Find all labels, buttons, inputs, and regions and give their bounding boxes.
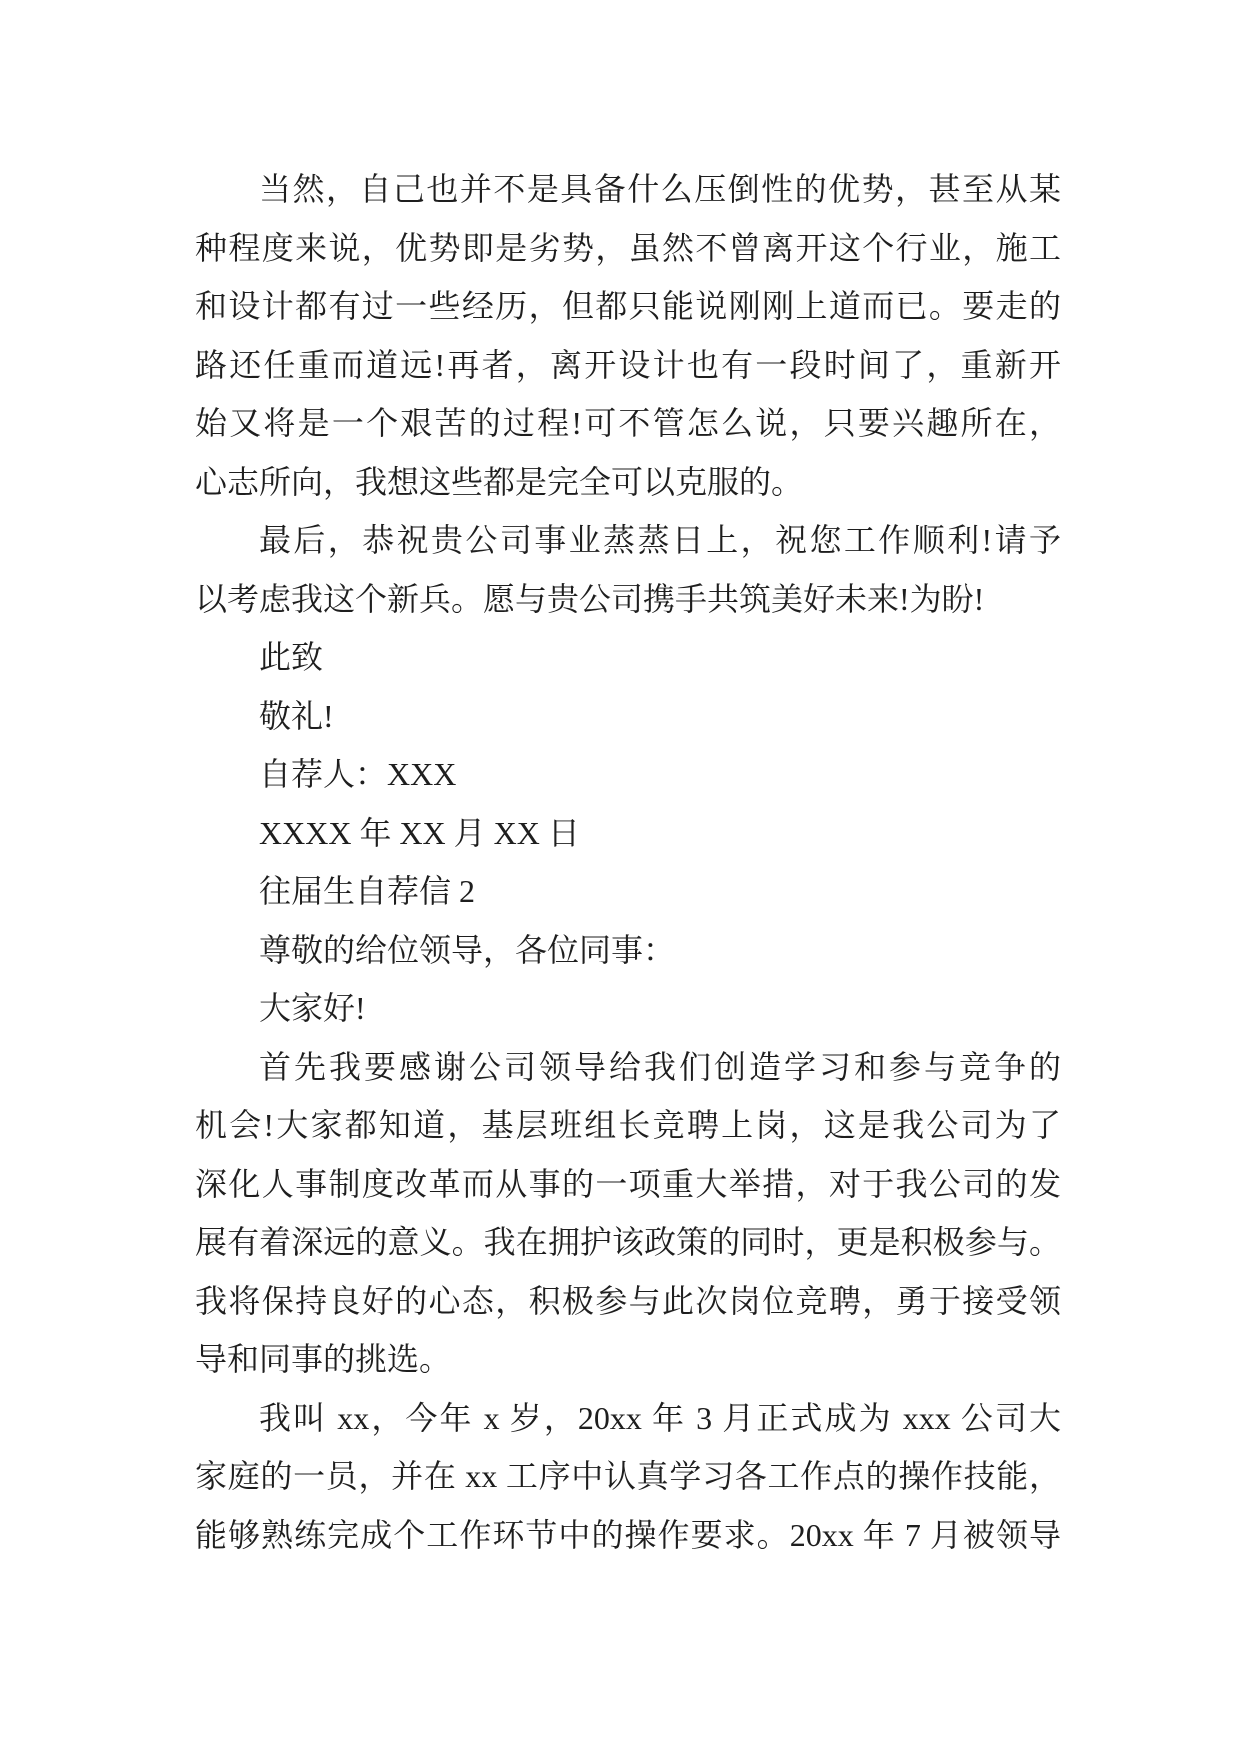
paragraph-closing-wishes [195,511,1061,628]
closing-salutation [195,628,1061,687]
greeting-address [195,921,1061,980]
text-line: 最后，恭祝贵公司事业蒸蒸日上，祝您工作顺利!请予 [259,522,1061,558]
text-line: 深化人事制度改革而从事的一项重大举措，对于我公司的发 [195,1165,1061,1202]
closing-respect [195,687,1061,746]
text-line: 种程度来说，优势即是劣势，虽然不曾离开这个行业，施工 [195,229,1061,266]
text-line: 家庭的一员，并在 xx 工序中认真学习各工作点的操作技能， [195,1458,1061,1494]
text-line: 机会!大家都知道，基层班组长竞聘上岗，这是我公司为了 [195,1107,1061,1143]
paragraph-introduction [195,1389,1061,1565]
text-line: 尊敬的给位领导，各位同事： [259,931,676,968]
text-line: 展有着深远的意义。我在拥护该政策的同时，更是积极参与。 [195,1224,1061,1260]
signature [195,745,1061,804]
text-line: 往届生自荐信 2 [259,873,476,909]
text-line: 此致 [259,639,324,675]
text-line: 当然，自己也并不是具备什么压倒性的优势，甚至从某 [259,171,1061,207]
text-line: 自荐人：XXX [259,756,457,792]
text-line: 以考虑我这个新兵。愿与贵公司携手共筑美好未来!为盼! [195,580,985,617]
text-line: XXXX 年 XX 月 XX 日 [259,814,580,851]
text-line: 路还任重而道远!再者，离开设计也有一段时间了，重新开 [195,346,1061,383]
text-line: 我叫 xx，今年 x 岁，20xx 年 3 月正式成为 xxx 公司大 [259,1399,1061,1436]
text-line: 首先我要感谢公司领导给我们创造学习和参与竞争的 [259,1048,1061,1085]
text-line: 心志所向，我想这些都是完全可以克服的。 [195,463,804,500]
document-body [195,160,1061,1564]
text-line: 大家好! [259,990,366,1026]
text-line: 敬礼! [259,697,334,734]
greeting [195,979,1061,1038]
date-line [195,804,1061,863]
paragraph-advantage [195,160,1061,511]
text-line: 我将保持良好的心态，积极参与此次岗位竞聘，勇于接受领 [195,1282,1061,1319]
text-line: 和设计都有过一些经历，但都只能说刚刚上道而已。要走的 [195,288,1061,324]
paragraph-thanks [195,1038,1061,1389]
text-line: 始又将是一个艰苦的过程!可不管怎么说，只要兴趣所在， [195,405,1061,441]
text-line: 导和同事的挑选。 [195,1341,452,1377]
section-heading [195,862,1061,921]
text-line: 能够熟练完成个工作环节中的操作要求。20xx 年 7 月被领导 [195,1516,1061,1553]
